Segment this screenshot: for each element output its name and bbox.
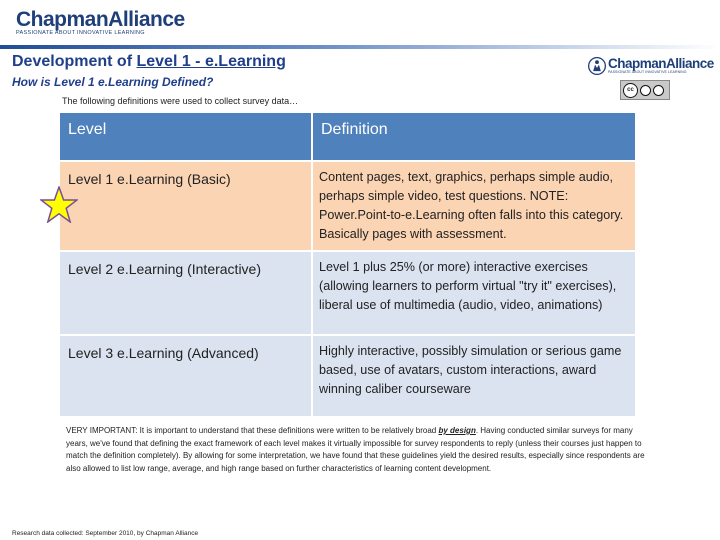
level-cell: Level 1 e.Learning (Basic) [60,161,312,251]
intro-text: The following definitions were used to collect survey data… [62,96,299,106]
important-note [66,425,656,475]
table-row [60,335,636,417]
chapman-alliance-logo [12,5,185,41]
creative-commons-icon: cc [623,83,638,98]
definitions-table [60,113,637,418]
table-row [60,161,636,251]
table-header-row [60,113,636,161]
side-logo-name: ChapmanAlliance [608,56,714,71]
creative-commons-badge[interactable] [620,80,670,100]
note-part-1: VERY IMPORTANT: It is important to understand that these definitions were written to be relatively broad [66,426,439,435]
side-logo [588,55,718,77]
logo-tagline: PASSIONATE ABOUT INNOVATIVE LEARNING [16,30,145,36]
side-logo-tagline: PASSIONATE ABOUT INNOVATIVE LEARNING [608,70,687,74]
level-cell: Level 3 e.Learning (Advanced) [60,335,312,417]
header-definition: Definition [312,113,636,161]
star-icon [40,186,78,223]
definition-cell: Level 1 plus 25% (or more) interactive exercises (allowing learners to perform virtual "try it" exercises), liberal use of multimedia (audio, video, animations) [312,251,636,335]
footer-credit: Research data collected: September 2010, by Chapman Alliance [12,530,199,537]
logo-people-icon [588,57,606,75]
slide-title [12,53,286,71]
note-emphasis: by design [438,426,476,435]
table-row [60,251,636,335]
attribution-icon [640,85,651,96]
level-cell: Level 2 e.Learning (Interactive) [60,251,312,335]
definition-cell: Highly interactive, possibly simulation or serious game based, use of avatars, custom interactions, award winning caliber courseware [312,335,636,417]
title-prefix: Development of [12,53,137,70]
header-level: Level [60,113,312,161]
definition-cell: Content pages, text, graphics, perhaps simple audio, perhaps simple video, test questions. NOTE: Power.Point-to-e.Learning often falls into this category. Basically pages with assessment. [312,161,636,251]
noncommercial-icon [653,85,664,96]
logo-name: ChapmanAlliance [16,8,185,31]
title-divider [0,45,720,49]
title-underlined: Level 1 - e.Learning [136,53,286,70]
slide-subtitle: How is Level 1 e.Learning Defined? [12,75,214,89]
note-part-2: . Having conducted similar surveys for many years, we've found that defining the exact framework of each level makes it virtually impossible for survey respondents to reply (unless their courses just happen to match the definition completely). By allowing for some interpretation, we have found that these guidelines yield the desired results, especially since respondents are also allowed to list low range, average, and high range based on further characteristics of learning content development. [66,426,645,473]
